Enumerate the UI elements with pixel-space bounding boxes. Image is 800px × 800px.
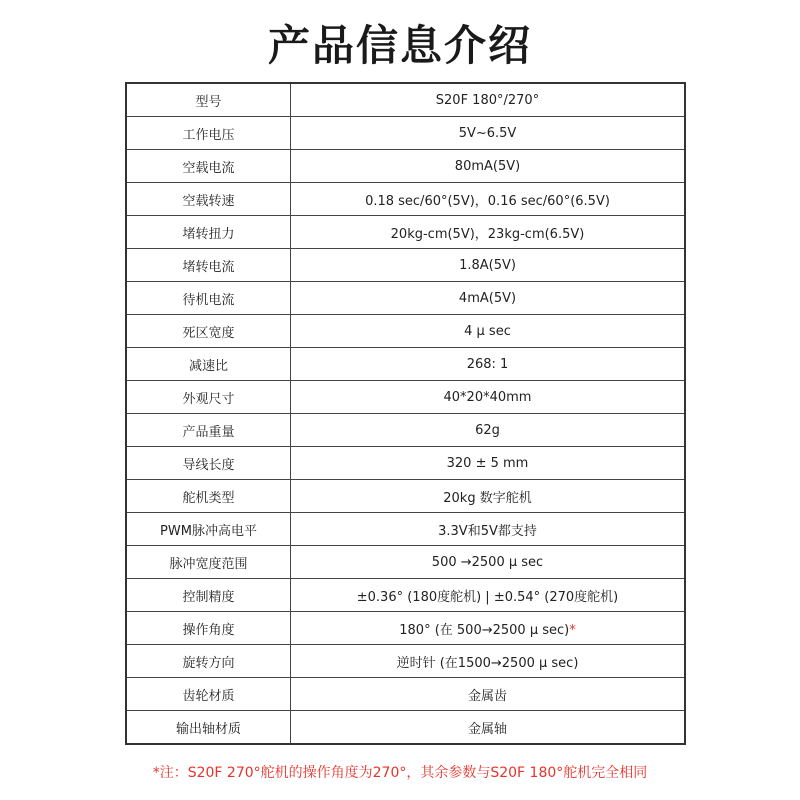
spec-value-text: S20F 180°/270° [435, 92, 540, 108]
spec-label: 产品重量 [126, 414, 291, 447]
spec-value [291, 480, 686, 513]
table-row [126, 183, 685, 216]
table-row [126, 83, 685, 117]
table-row [126, 216, 685, 249]
spec-value [291, 348, 686, 381]
spec-value-text: 金属轴 [467, 721, 507, 737]
spec-label: 舵机类型 [126, 480, 291, 513]
spec-value [291, 282, 686, 315]
spec-value-text: 20kg-cm(5V)，23kg-cm(6.5V) [390, 226, 585, 242]
spec-value-text: 4mA(5V) [458, 290, 517, 306]
spec-value [291, 150, 686, 183]
table-row [126, 711, 685, 745]
spec-label: 齿轮材质 [126, 678, 291, 711]
spec-value-text: 5V~6.5V [458, 125, 517, 141]
spec-label: 减速比 [126, 348, 291, 381]
table-row [126, 414, 685, 447]
table-row [126, 447, 685, 480]
table-row [126, 645, 685, 678]
spec-value [291, 645, 686, 678]
spec-label: 输出轴材质 [126, 711, 291, 745]
spec-value [291, 249, 686, 282]
footnote: *注：S20F 270°舵机的操作角度为270°，其余参数与S20F 180°舵机完全相同 [152, 765, 648, 781]
spec-value-text: 1.8A(5V) [459, 257, 516, 273]
table-row [126, 546, 685, 579]
spec-label: PWM脉冲高电平 [126, 513, 291, 546]
table-row [126, 513, 685, 546]
spec-label: 死区宽度 [126, 315, 291, 348]
table-row [126, 282, 685, 315]
table-row [126, 612, 685, 645]
table-row [126, 480, 685, 513]
spec-value-text: 62g [475, 422, 500, 438]
spec-value-text: 金属齿 [467, 688, 507, 704]
spec-value [291, 513, 686, 546]
spec-value-text: 500 →2500 μ sec [431, 554, 544, 570]
spec-label: 脉冲宽度范围 [126, 546, 291, 579]
table-row [126, 348, 685, 381]
spec-value-text: 40*20*40mm [443, 389, 532, 405]
spec-label: 堵转扭力 [126, 216, 291, 249]
spec-value [291, 447, 686, 480]
spec-value [291, 117, 686, 150]
table-row [126, 381, 685, 414]
spec-label: 导线长度 [126, 447, 291, 480]
spec-value-text: 20kg 数字舵机 [443, 490, 532, 506]
spec-value [291, 83, 686, 117]
spec-label: 工作电压 [126, 117, 291, 150]
spec-value [291, 546, 686, 579]
spec-value-text: 268: 1 [466, 356, 509, 372]
spec-value-text: 4 μ sec [464, 323, 511, 339]
table-row [126, 315, 685, 348]
spec-label: 空载转速 [126, 183, 291, 216]
spec-value-text: 0.18 sec/60°(5V)，0.16 sec/60°(6.5V) [365, 193, 610, 209]
footnote-marker: * [569, 622, 576, 638]
spec-value [291, 216, 686, 249]
table-row [126, 117, 685, 150]
spec-label: 旋转方向 [126, 645, 291, 678]
spec-label: 外观尺寸 [126, 381, 291, 414]
spec-value-text: ±0.36° (180度舵机) | ±0.54° (270度舵机) [356, 589, 619, 605]
table-row [126, 150, 685, 183]
table-row [126, 249, 685, 282]
spec-value [291, 612, 686, 645]
spec-label: 待机电流 [126, 282, 291, 315]
spec-label: 型号 [126, 83, 291, 117]
spec-value [291, 315, 686, 348]
spec-value [291, 579, 686, 612]
spec-value [291, 414, 686, 447]
spec-value-text: 320 ± 5 mm [446, 455, 529, 471]
spec-value-text: 逆时针 (在1500→2500 μ sec) [396, 655, 579, 671]
spec-value [291, 381, 686, 414]
spec-value [291, 678, 686, 711]
table-row [126, 678, 685, 711]
spec-label: 操作角度 [126, 612, 291, 645]
spec-table [125, 82, 686, 745]
spec-label: 控制精度 [126, 579, 291, 612]
spec-value [291, 711, 686, 745]
spec-value-text: 180° (在 500→2500 μ sec) [399, 622, 570, 638]
spec-label: 空载电流 [126, 150, 291, 183]
spec-label: 堵转电流 [126, 249, 291, 282]
spec-value-text: 80mA(5V) [454, 158, 521, 174]
table-row [126, 579, 685, 612]
spec-value-text: 3.3V和5V都支持 [438, 523, 537, 539]
spec-value [291, 183, 686, 216]
page-title: 产品信息介绍 [267, 21, 532, 70]
